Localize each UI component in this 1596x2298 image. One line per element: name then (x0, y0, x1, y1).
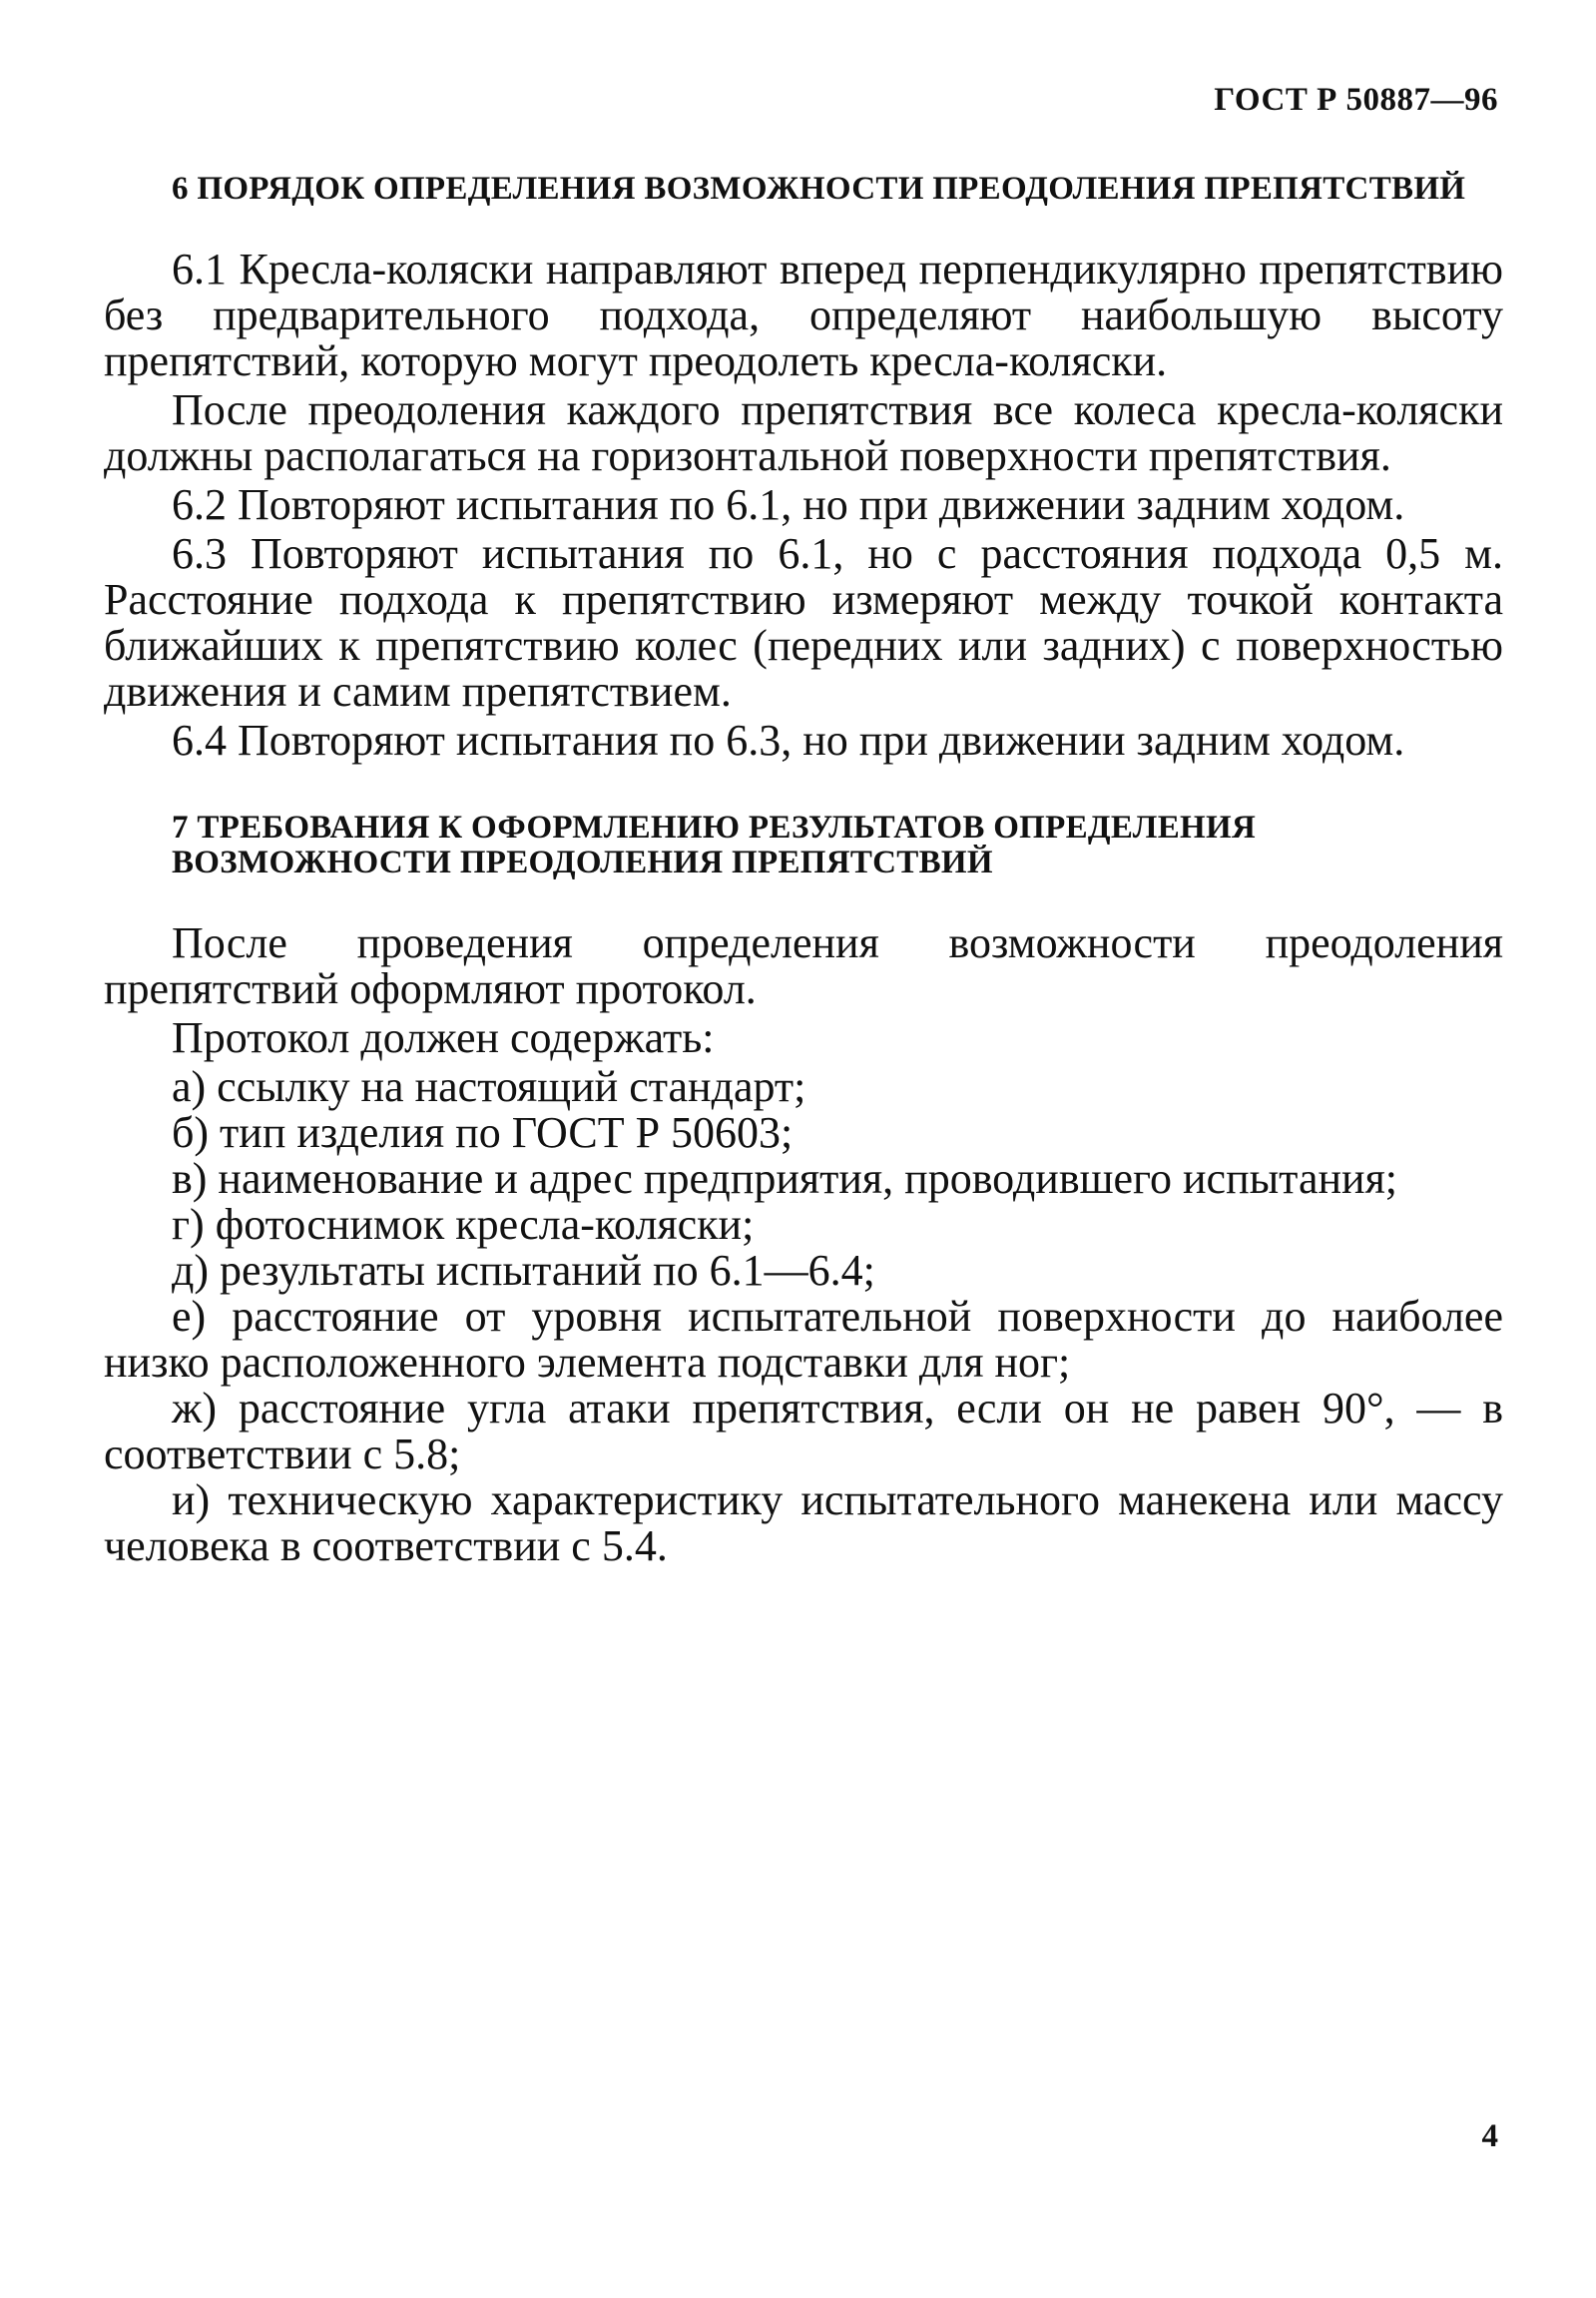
list-item-v: в) наименование и адрес предприятия, проводившего испытания; (172, 1154, 1398, 1203)
paragraph-6-1: 6.1 Кресла-коляски направляют вперед перпендикулярно препятствию без предварительного подхода, определяют наибольшую высоту препятствий, которую могут преодолеть кресла-коляски. (104, 245, 1503, 385)
paragraph-6-3: 6.3 Повторяют испытания по 6.1, но с расстояния подхода 0,5 м. Расстояние подхода к препятствию измеряют между точкой контакта ближайших к препятствию колес (передних или задних) с поверхностью движения и самим препятствием. (104, 529, 1503, 716)
list-item-e: е) расстояние от уровня испытательной поверхности до наиболее низко расположенного элемента подставки для ног; (104, 1292, 1503, 1387)
paragraph-7-protocol: Протокол должен содержать: (172, 1013, 715, 1062)
list-item-i: и) техническую характеристику испытательного манекена или массу человека в соответствии с 5.4. (104, 1475, 1503, 1570)
paragraph-7-intro: После проведения определения возможности преодоления препятствий оформляют протокол. (104, 918, 1503, 1013)
section-spacer (104, 767, 1503, 811)
list-item-zh: ж) расстояние угла атаки препятствия, если он не равен 90°, — в соответствии с 5.8; (104, 1384, 1503, 1478)
page-number: 4 (1481, 2118, 1498, 2154)
document-body (104, 172, 1503, 1569)
paragraph-6-4: 6.4 Повторяют испытания по 6.3, но при движении задним ходом. (172, 716, 1405, 765)
list-item-a: а) ссылку на настоящий стандарт; (172, 1062, 806, 1111)
list-item-b: б) тип изделия по ГОСТ Р 50603; (172, 1108, 794, 1157)
section-7-heading: 7 ТРЕБОВАНИЯ К ОФОРМЛЕНИЮ РЕЗУЛЬТАТОВ ОПРЕДЕЛЕНИЯ ВОЗМОЖНОСТИ ПРЕОДОЛЕНИЯ ПРЕПЯТСТВИЙ (172, 810, 1257, 880)
list-item-g: г) фотоснимок кресла-коляски; (172, 1200, 755, 1249)
paragraph-6-2: 6.2 Повторяют испытания по 6.1, но при движении задним ходом. (172, 480, 1405, 529)
document-code: ГОСТ Р 50887—96 (1214, 82, 1498, 118)
section-6-heading: 6 ПОРЯДОК ОПРЕДЕЛЕНИЯ ВОЗМОЖНОСТИ ПРЕОДОЛЕНИЯ ПРЕПЯТСТВИЙ (172, 171, 1466, 207)
list-item-d: д) результаты испытаний по 6.1—6.4; (172, 1246, 875, 1295)
paragraph-6-1-continued: После преодоления каждого препятствия все колеса кресла-коляски должны располагаться на горизонтальной поверхности препятствия. (104, 385, 1503, 480)
